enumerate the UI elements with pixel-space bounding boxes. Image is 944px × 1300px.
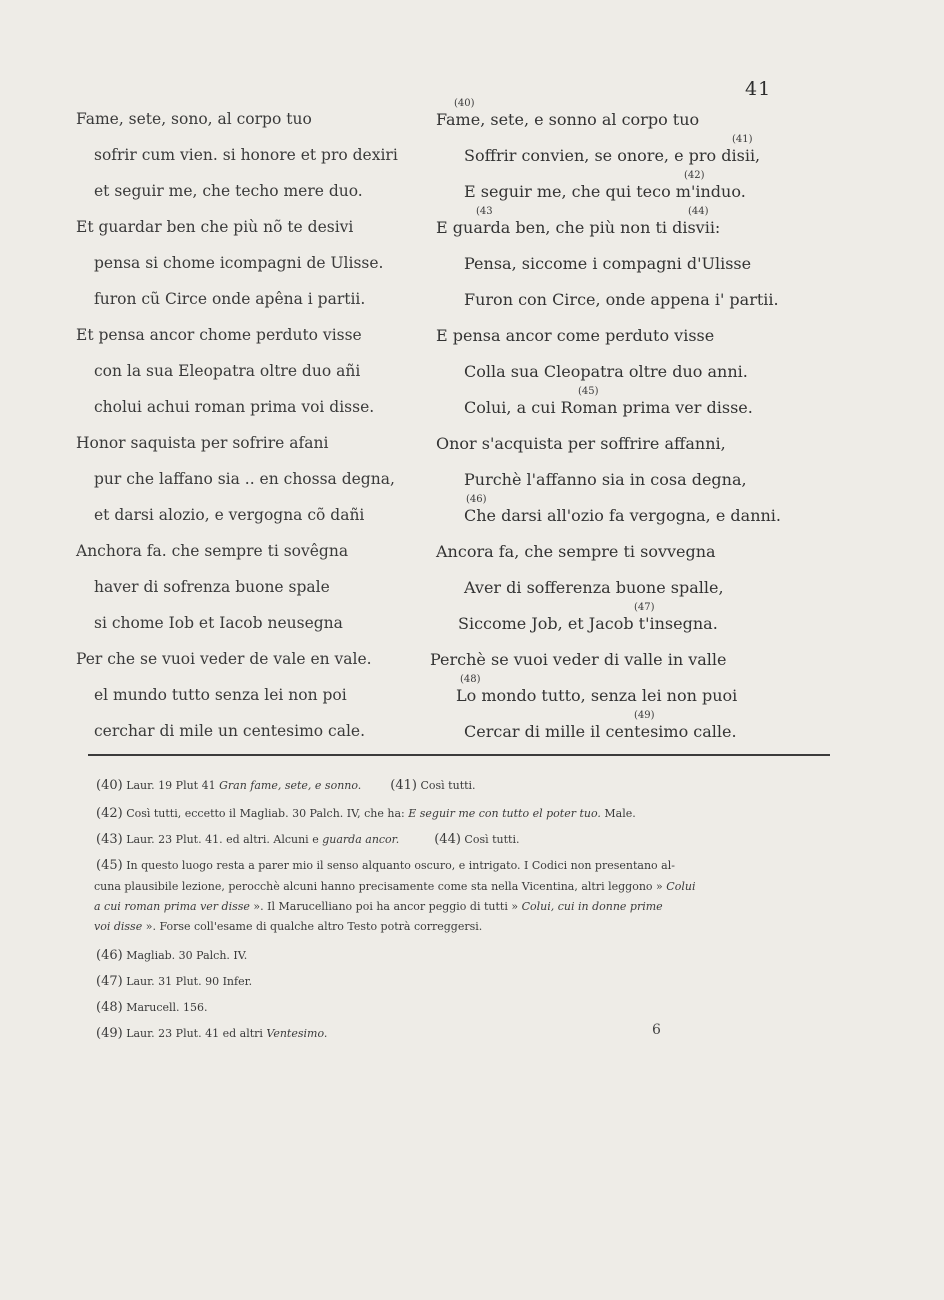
note-marker-41: (41) [732, 134, 753, 145]
footnote-49-number: (49) [96, 1026, 123, 1041]
footnote-45-text-4: ». Forse coll'esame di qualche altro Testo potrà correggersi. [145, 920, 483, 933]
right-verse-11: Purchè l'affanno sia in cosa degna, [464, 470, 747, 489]
footnote-48-text: Marucell. 156. [126, 1001, 208, 1014]
footnote-41-text: Così tutti. [420, 779, 476, 792]
left-verse-16: Per che se vuoi veder de vale en vale. [76, 650, 372, 668]
left-verse-1: Fame, sete, sono, al corpo tuo [76, 110, 312, 128]
left-verse-9: cholui achui roman prima voi disse. [94, 398, 375, 416]
footnote-48-number: (48) [96, 1000, 123, 1015]
footnote-49-variant: Ventesimo. [266, 1027, 328, 1040]
right-verse-10: Onor s'acquista per soffrire affanni, [436, 434, 726, 453]
footnote-45-text-3: ». Il Marucelliano poi ha ancor peggio di tutti » [253, 900, 519, 913]
footnote-45-text-2: cuna plausibile lezione, perocchè alcuni hanno precisamente come sta nella Vicentina, altri leggono » [94, 880, 663, 893]
footnote-40-source: Laur. 19 Plut 41 [126, 779, 216, 792]
footnote-44-number: (44) [434, 832, 461, 847]
footnote-43-44 [96, 832, 519, 847]
footnote-46 [96, 948, 247, 963]
footnote-47-text: Laur. 31 Plut. 90 Infer. [126, 975, 253, 988]
footnote-42-judgement: Male. [604, 807, 636, 820]
left-verse-15: si chome Iob et Iacob neusegna [94, 614, 343, 632]
left-verse-17: el mundo tutto senza lei non poi [94, 686, 347, 704]
footnote-45-line-3 [94, 900, 663, 913]
printer-signature-mark: 6 [652, 1022, 661, 1038]
footnote-41-number: (41) [390, 778, 417, 793]
note-marker-46: (46) [466, 494, 487, 505]
footnote-43-variant: guarda ancor. [322, 833, 400, 846]
right-verse-2: Soffrir convien, se onore, e pro disii, [464, 146, 761, 165]
left-verse-3: et seguir me, che techo mere duo. [94, 182, 363, 200]
right-verse-3: E seguir me, che qui teco m'induo. [464, 182, 746, 201]
left-verse-6: furon cũ Circe onde apêna i partii. [94, 290, 366, 308]
right-verse-12: Che darsi all'ozio fa vergogna, e danni. [464, 506, 781, 525]
note-marker-42: (42) [684, 170, 705, 181]
note-marker-47: (47) [634, 602, 655, 613]
left-verse-18: cerchar di mile un centesimo cale. [94, 722, 366, 740]
footnote-42-text: Così tutti, eccetto il Magliab. 30 Palch. IV, che ha: [126, 807, 405, 820]
footnote-48 [96, 1000, 208, 1015]
right-verse-9: Colui, a cui Roman prima ver disse. [464, 398, 753, 417]
footnote-47-number: (47) [96, 974, 123, 989]
note-marker-40: (40) [454, 98, 475, 109]
right-verse-8: Colla sua Cleopatra oltre duo anni. [464, 362, 748, 381]
left-verse-8: con la sua Eleopatra oltre duo añi [94, 362, 361, 380]
page-number: 41 [745, 78, 772, 100]
right-verse-6: Furon con Circe, onde appena i' partii. [464, 290, 779, 309]
footnote-42 [96, 806, 636, 821]
right-verse-4: E guarda ben, che più non ti disvii: [436, 218, 721, 237]
footnote-45-variant-4: voi disse [94, 920, 143, 933]
right-verse-7: E pensa ancor come perduto visse [436, 326, 715, 345]
left-verse-12: et darsi alozio, e vergogna cõ dañi [94, 506, 365, 524]
footnote-45-variant-3: Colui, cui in donne prime [521, 900, 663, 913]
footnote-49 [96, 1026, 327, 1041]
left-verse-13: Anchora fa. che sempre ti sovêgna [76, 542, 349, 560]
left-verse-14: haver di sofrenza buone spale [94, 578, 330, 596]
right-verse-15: Siccome Job, et Jacob t'insegna. [458, 614, 718, 633]
footnote-46-number: (46) [96, 948, 123, 963]
footnote-40-number: (40) [96, 778, 123, 793]
right-verse-1: Fame, sete, e sonno al corpo tuo [436, 110, 700, 129]
left-verse-4: Et guardar ben che più nõ te desivi [76, 218, 354, 236]
left-verse-11: pur che laffano sia .. en chossa degna, [94, 470, 395, 488]
footnote-45-variant-2: a cui roman prima ver disse [94, 900, 250, 913]
footnote-40-variant: Gran fame, sete, e sonno. [219, 779, 362, 792]
right-verse-13: Ancora fa, che sempre ti sovvegna [436, 542, 716, 561]
note-marker-45: (45) [578, 386, 599, 397]
note-marker-44: (44) [688, 206, 709, 217]
footnote-47 [96, 974, 252, 989]
note-marker-48: (48) [460, 674, 481, 685]
right-verse-17: Lo mondo tutto, senza lei non puoi [456, 686, 738, 705]
right-verse-18: Cercar di mille il centesimo calle. [464, 722, 737, 741]
footnote-45-text-1: In questo luogo resta a parer mio il senso alquanto oscuro, e intrigato. I Codici non presentano al- [126, 859, 675, 872]
footnote-44-text: Così tutti. [464, 833, 520, 846]
footnote-divider [88, 754, 830, 756]
right-verse-5: Pensa, siccome i compagni d'Ulisse [464, 254, 752, 273]
footnote-45-variant-1: Colui [666, 880, 696, 893]
footnote-45-line-2 [94, 880, 695, 893]
note-marker-49: (49) [634, 710, 655, 721]
footnote-49-text: Laur. 23 Plut. 41 ed altri [126, 1027, 263, 1040]
right-verse-14: Aver di sofferenza buone spalle, [464, 578, 724, 597]
footnote-43-text: Laur. 23 Plut. 41. ed altri. Alcuni e [126, 833, 319, 846]
note-marker-43: (43 [476, 206, 493, 217]
footnote-43-number: (43) [96, 832, 123, 847]
footnote-45-line-4 [94, 920, 482, 933]
left-verse-7: Et pensa ancor chome perduto visse [76, 326, 362, 344]
footnote-46-text: Magliab. 30 Palch. IV. [126, 949, 248, 962]
footnote-45-number: (45) [96, 858, 123, 873]
footnote-40-41 [96, 778, 476, 793]
left-verse-10: Honor saquista per sofrire afani [76, 434, 329, 452]
footnote-45-line-1 [96, 858, 675, 873]
left-verse-5: pensa si chome icompagni de Ulisse. [94, 254, 384, 272]
footnote-42-variant: E seguir me con tutto el poter tuo. [408, 807, 601, 820]
right-verse-16: Perchè se vuoi veder di valle in valle [430, 650, 727, 669]
footnote-42-number: (42) [96, 806, 123, 821]
left-verse-2: sofrir cum vien. si honore et pro dexiri [94, 146, 398, 164]
